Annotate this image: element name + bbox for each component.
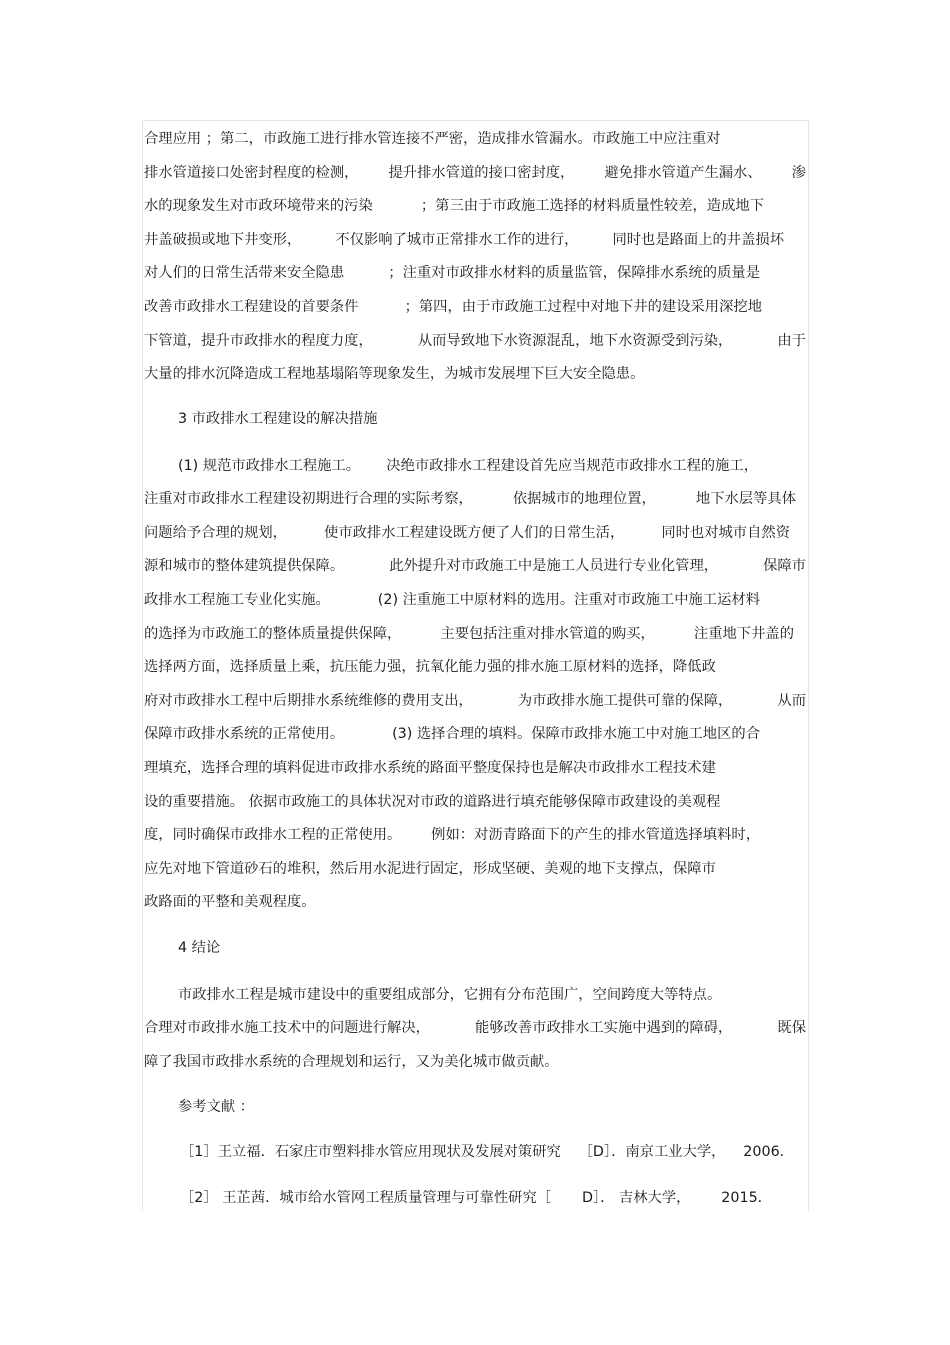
paragraph-line <box>144 624 794 644</box>
paragraph-line <box>144 523 790 543</box>
paragraph-line <box>144 1018 806 1038</box>
text-segment: 不仅影响了城市正常排水工作的进行， <box>335 232 579 248</box>
text-segment: 的选择为市政施工的整体质量提供保障， <box>144 626 402 642</box>
paragraph-line <box>178 985 806 1005</box>
paragraph-line <box>144 263 760 283</box>
text-segment: 合理对市政排水施工技术中的问题进行解决， <box>144 1020 430 1036</box>
text-segment: 度，同时确保市政排水工程的正常使用。 <box>144 827 402 843</box>
text-segment: ［1］王立福．石家庄市塑料排水管应用现状及发展对策研究 <box>180 1144 561 1160</box>
text-segment: 此外提升对市政施工中是施工人员进行专业化管理， <box>389 558 719 574</box>
text-segment: 大量的排水沉降造成工程地基塌陷等现象发生，为城市发展埋下巨大安全隐患。 <box>144 366 645 382</box>
text-segment: 水的现象发生对市政环境带来的污染 <box>144 198 373 214</box>
paragraph-line <box>144 1052 806 1072</box>
text-segment: 府对市政排水工程中后期排水系统维修的费用支出， <box>144 693 473 709</box>
text-segment: 障了我国市政排水系统的合理规划和运行，又为美化城市做贡献。 <box>144 1054 559 1070</box>
text-segment: 保障市 <box>763 558 806 574</box>
text-segment: 决绝市政排水工程建设首先应当规范市政排水工程的施工， <box>386 458 758 474</box>
text-segment: 理填充，选择合理的填料促进市政排水系统的路面平整度保持也是解决市政排水工程技术建 <box>144 760 716 776</box>
text-segment: (3) 选择合理的填料。保障市政排水施工中对施工地区的合 <box>392 726 760 742</box>
paragraph-line <box>144 859 806 879</box>
text-segment: 排水管道接口处密封程度的检测， <box>144 165 359 181</box>
text-segment: 依据城市的地理位置， <box>512 491 656 507</box>
text-segment: (1) 规范市政排水工程施工。 <box>178 458 361 474</box>
reference-item <box>180 1142 794 1162</box>
text-segment: 同时也对城市自然资 <box>661 525 790 541</box>
text-segment: ；第四，由于市政施工过程中对地下井的建设采用深挖地 <box>404 299 762 315</box>
text-segment: 为市政排水施工提供可靠的保障， <box>517 693 733 709</box>
text-segment: 2015． <box>721 1190 772 1206</box>
text-segment: 应先对地下管道砂石的堆积，然后用水泥进行固定，形成坚硬、美观的地下支撑点，保障市 <box>144 861 716 877</box>
text-segment: 由于 <box>777 333 806 349</box>
text-segment: 下管道，提升市政排水的程度力度， <box>144 333 373 349</box>
paragraph-line <box>144 364 806 384</box>
paragraph-line <box>144 297 762 317</box>
text-segment: ；注重对市政排水材料的质量监管，保障排水系统的质量是 <box>388 265 760 281</box>
paragraph-line <box>178 456 758 476</box>
reference-item <box>180 1188 772 1208</box>
text-segment: D］． 吉林大学， <box>581 1190 691 1206</box>
text-segment: 问题给予合理的规划， <box>144 525 287 541</box>
text-segment: 井盖破损或地下井变形， <box>144 232 302 248</box>
text-segment: 例如：对沥青路面下的产生的排水管道选择填料时， <box>431 827 760 843</box>
text-segment: 同时也是路面上的井盖损坏 <box>612 232 784 248</box>
text-segment: 合理应用 ；第二，市政施工进行排水管连接不严密，造成排水管漏水。市政施工中应注重对 <box>144 131 721 147</box>
text-segment: ［D］．南京工业大学， <box>578 1144 726 1160</box>
paragraph-line <box>144 657 806 677</box>
text-segment: 从而 <box>777 693 806 709</box>
text-segment: 设的重要措施。 依据市政施工的具体状况对市政的道路进行填充能够保障市政建设的美观程 <box>144 794 721 810</box>
paragraph-line <box>144 691 806 711</box>
paragraph-line <box>144 825 760 845</box>
paragraph-line <box>144 196 764 216</box>
text-segment: 提升排水管道的接口密封度， <box>388 165 575 181</box>
text-segment: 主要包括注重对排水管道的购买， <box>440 626 655 642</box>
text-segment: 既保 <box>777 1020 806 1036</box>
text-segment: 政路面的平整和美观程度。 <box>144 894 316 910</box>
text-segment: 选择两方面，选择质量上乘，抗压能力强，抗氧化能力强的排水施工原材料的选择，降低政 <box>144 659 716 675</box>
paragraph-line <box>144 892 806 912</box>
text-segment: (2) 注重施工中原材料的选用。注重对市政施工中施工运材料 <box>377 592 760 608</box>
references-heading <box>178 1097 840 1117</box>
references-heading-text: 参考文献 ： <box>178 1099 255 1115</box>
paragraph-line <box>144 129 806 149</box>
section-heading-text: 4 结论 <box>178 940 221 956</box>
text-segment: 渗 <box>791 165 806 181</box>
text-segment: 避免排水管道产生漏水、 <box>604 165 762 181</box>
text-segment: 2006． <box>743 1144 794 1160</box>
text-segment: 能够改善市政排水工实施中遇到的障碍， <box>475 1020 733 1036</box>
text-segment: ［2］ 王芷茜．城市给水管网工程质量管理与可靠性研究［ <box>180 1190 552 1206</box>
paragraph-line <box>144 590 760 610</box>
paragraph-line <box>144 724 760 744</box>
section-heading <box>178 409 840 429</box>
paragraph-line <box>144 331 806 351</box>
paragraph-line <box>144 556 806 576</box>
text-segment: 改善市政排水工程建设的首要条件 <box>144 299 359 315</box>
section-heading <box>178 938 840 958</box>
paragraph-line <box>144 758 806 778</box>
text-segment: 注重对市政排水工程建设初期进行合理的实际考察， <box>144 491 473 507</box>
text-segment: 政排水工程施工专业化实施。 <box>144 592 330 608</box>
section-heading-text: 3 市政排水工程建设的解决措施 <box>178 411 378 427</box>
text-segment: 从而导致地下水资源混乱，地下水资源受到污染， <box>417 333 733 349</box>
text-segment: 源和城市的整体建筑提供保障。 <box>144 558 345 574</box>
text-segment: 地下水层等具体 <box>695 491 796 507</box>
text-segment: 对人们的日常生活带来安全隐患 <box>144 265 345 281</box>
paragraph-line <box>144 163 806 183</box>
text-segment: 注重地下井盖的 <box>693 626 794 642</box>
text-segment: 保障市政排水系统的正常使用。 <box>144 726 345 742</box>
paragraph-line <box>144 489 796 509</box>
text-segment: ；第三由于市政施工选择的材料质量性较差，造成地下 <box>420 198 764 214</box>
paragraph-line <box>144 792 806 812</box>
text-segment: 使市政排水工程建设既方便了人们的日常生活， <box>324 525 625 541</box>
text-segment: 市政排水工程是城市建设中的重要组成部分，它拥有分布范围广，空间跨度大等特点。 <box>178 987 722 1003</box>
paragraph-line <box>144 230 784 250</box>
